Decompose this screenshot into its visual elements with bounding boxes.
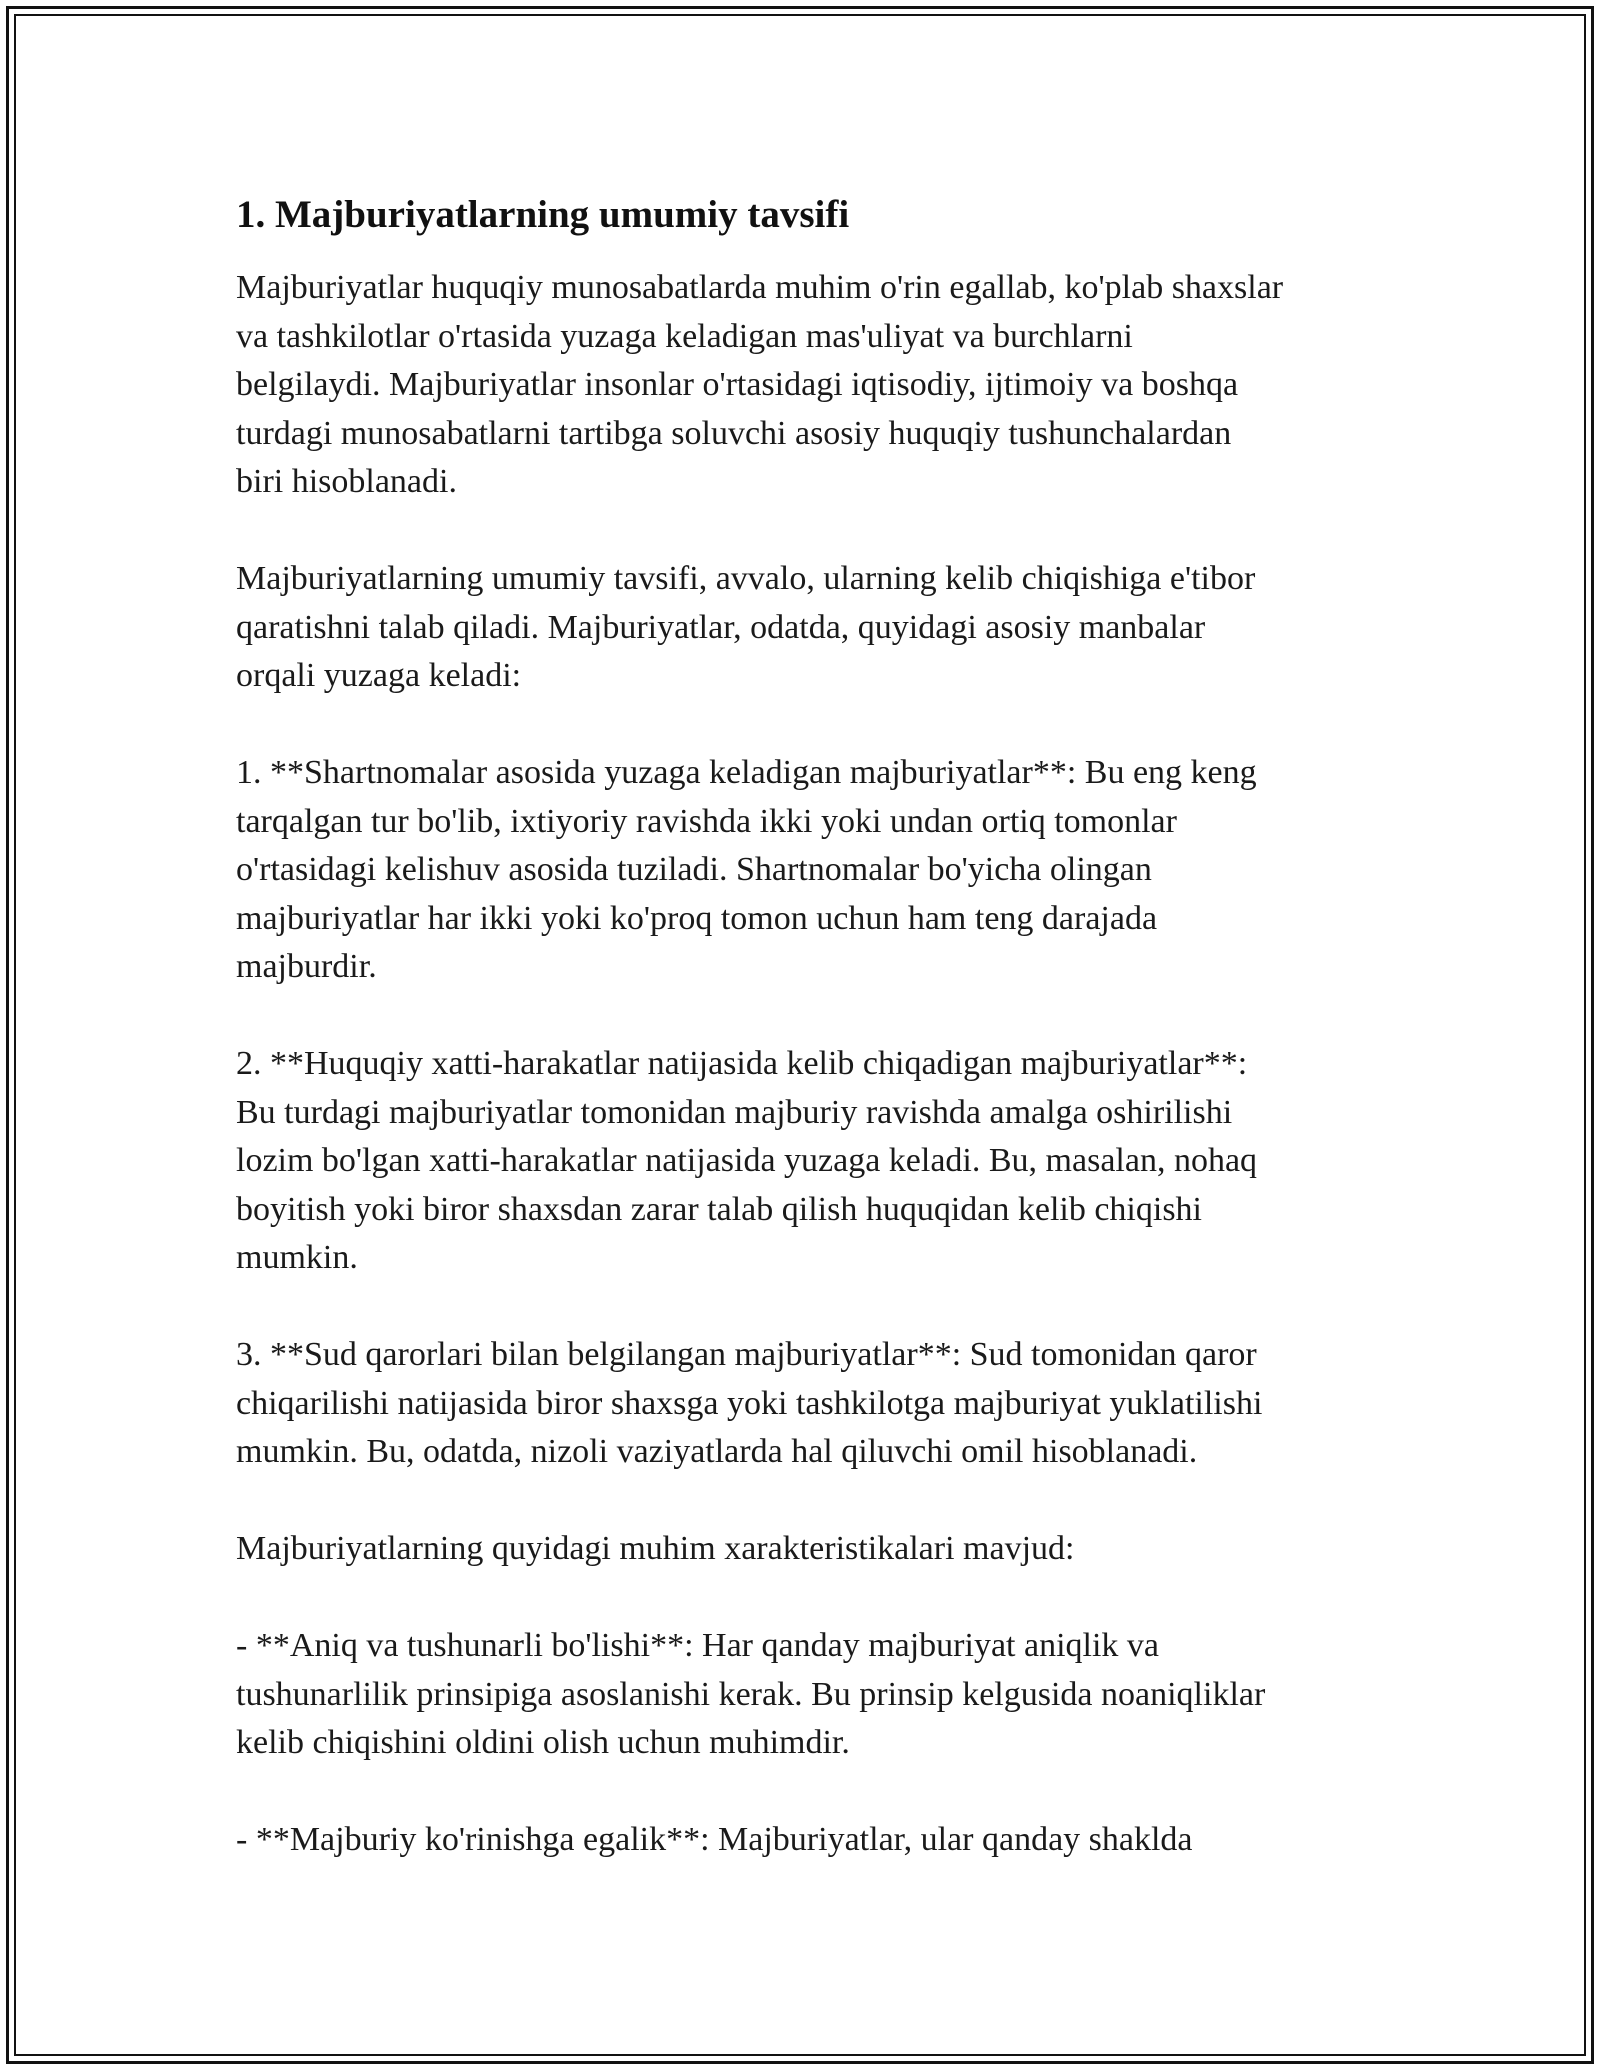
paragraph-sources-intro: Majburiyatlarning umumiy tavsifi, avvalo, ularning kelib chiqishiga e'tibor qaratishni talab qiladi. Majburiyatlar, odatda, quyidagi asosiy manbalar orqali yuzaga keladi:: [236, 560, 1256, 694]
paragraph-characteristics-intro: Majburiyatlarning quyidagi muhim xarakteristikalari mavjud:: [236, 1530, 1075, 1567]
paragraph-intro: Majburiyatlar huquqiy munosabatlarda muhim o'rin egallab, ko'plab shaxslar va tashkilotlar o'rtasida yuzaga keladigan mas'uliyat va burchlarni belgilaydi. Majburiyatlar insonlar o'rtasidagi iqtisodiy, ijtimoiy va boshqa turdagi munosabatlarni tartibga soluvchi asosiy huquqiy tushunchalardan biri hisoblanadi.: [236, 269, 1284, 500]
bullet-item-clarity: - **Aniq va tushunarli bo'lishi**: Har qanday majburiyat aniqlik va tushunarlilik prinsipiga asoslanishi kerak. Bu prinsip kelgusida noaniqliklar kelib chiqishini oldini olish uchun muhimdir.: [236, 1627, 1266, 1761]
list-item-court-decisions: 3. **Sud qarorlari bilan belgilangan majburiyatlar**: Sud tomonidan qaror chiqarilishi natijasida biror shaxsga yoki tashkilotga majburiyat yuklatilishi mumkin. Bu, odatda, nizoli vaziyatlarda hal qiluvchi omil hisoblanadi.: [236, 1336, 1263, 1470]
list-item-legal-actions: 2. **Huquqiy xatti-harakatlar natijasida kelib chiqadigan majburiyatlar**: Bu turdagi majburiyatlar tomonidan majburiy ravishda amalga oshirilishi lozim bo'lgan xatti-harakatlar natijasida yuzaga keladi. Bu, masalan, nohaq boyitish yoki biror shaxsdan zarar talab qilish huquqidan kelib chiqishi mumkin.: [236, 1045, 1258, 1276]
section-heading: 1. Majburiyatlarning umumiy tavsifi: [236, 193, 850, 236]
document-body: [236, 186, 1376, 1913]
bullet-item-mandatory-form: - **Majburiy ko'rinishga egalik**: Majburiyatlar, ular qanday shaklda: [236, 1821, 1193, 1858]
list-item-contracts: 1. **Shartnomalar asosida yuzaga keladigan majburiyatlar**: Bu eng keng tarqalgan tur bo'lib, ixtiyoriy ravishda ikki yoki undan ortiq tomonlar o'rtasidagi kelishuv asosida tuziladi. Shartnomalar bo'yicha olingan majburiyatlar har ikki yoki ko'proq tomon uchun ham teng darajada majburdir.: [236, 754, 1257, 985]
